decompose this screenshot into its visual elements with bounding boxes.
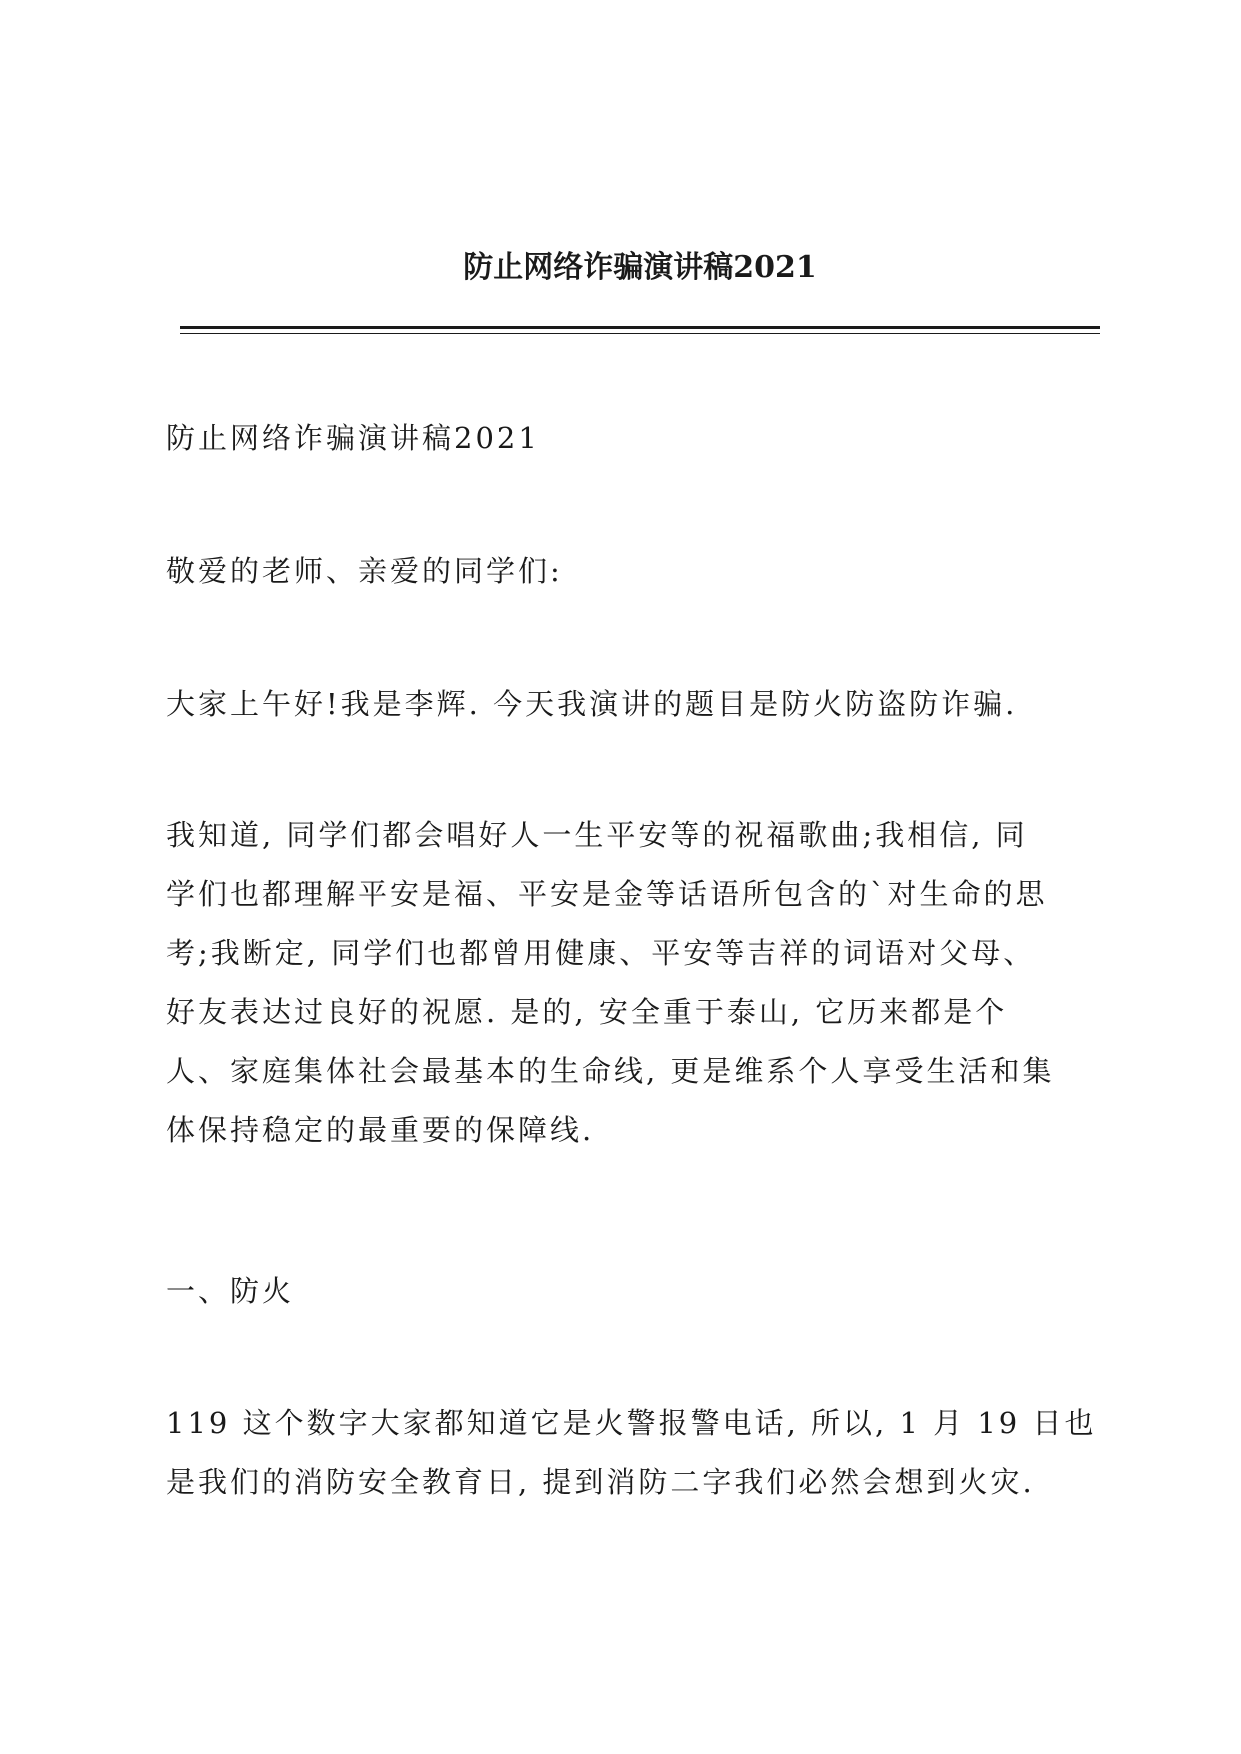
paragraph-line: 119 这个数字大家都知道它是火警报警电话, 所以, 1 月 19 日也	[166, 1406, 1097, 1440]
title-divider-thin	[180, 333, 1100, 334]
paragraph-line: 学们也都理解平安是福、平安是金等话语所包含的`对生命的思	[166, 877, 1048, 911]
paragraph-line: 我知道, 同学们都会唱好人一生平安等的祝福歌曲;我相信, 同	[166, 818, 1028, 852]
document-title: 防止网络诈骗演讲稿2021	[463, 250, 817, 285]
paragraph-greeting	[166, 675, 1096, 734]
paragraph-line: 大家上午好!我是李辉. 今天我演讲的题目是防火防盗防诈骗.	[166, 687, 1018, 721]
paragraph-line: 体保持稳定的最重要的保障线.	[166, 1113, 595, 1147]
paragraph-line: 考;我断定, 同学们也都曾用健康、平安等吉祥的词语对父母、	[166, 936, 1036, 970]
paragraph-line: 防止网络诈骗演讲稿2021	[166, 421, 540, 455]
paragraph-line: 人、家庭集体社会最基本的生命线, 更是维系个人享受生活和集	[166, 1054, 1055, 1088]
section-heading-fire	[166, 1262, 1096, 1321]
title-divider-thick	[180, 326, 1100, 329]
paragraph-fire	[166, 1394, 1096, 1512]
paragraph-salutation	[166, 542, 1096, 601]
paragraph-heading-repeat	[166, 409, 1096, 468]
paragraph-line: 敬爱的老师、亲爱的同学们:	[166, 554, 563, 588]
paragraph-line: 好友表达过良好的祝愿. 是的, 安全重于泰山, 它历来都是个	[166, 995, 1008, 1029]
paragraph-line: 是我们的消防安全教育日, 提到消防二字我们必然会想到火灾.	[166, 1465, 1035, 1499]
paragraph-safety-intro	[166, 806, 1096, 1160]
paragraph-line: 一、防火	[166, 1274, 295, 1308]
